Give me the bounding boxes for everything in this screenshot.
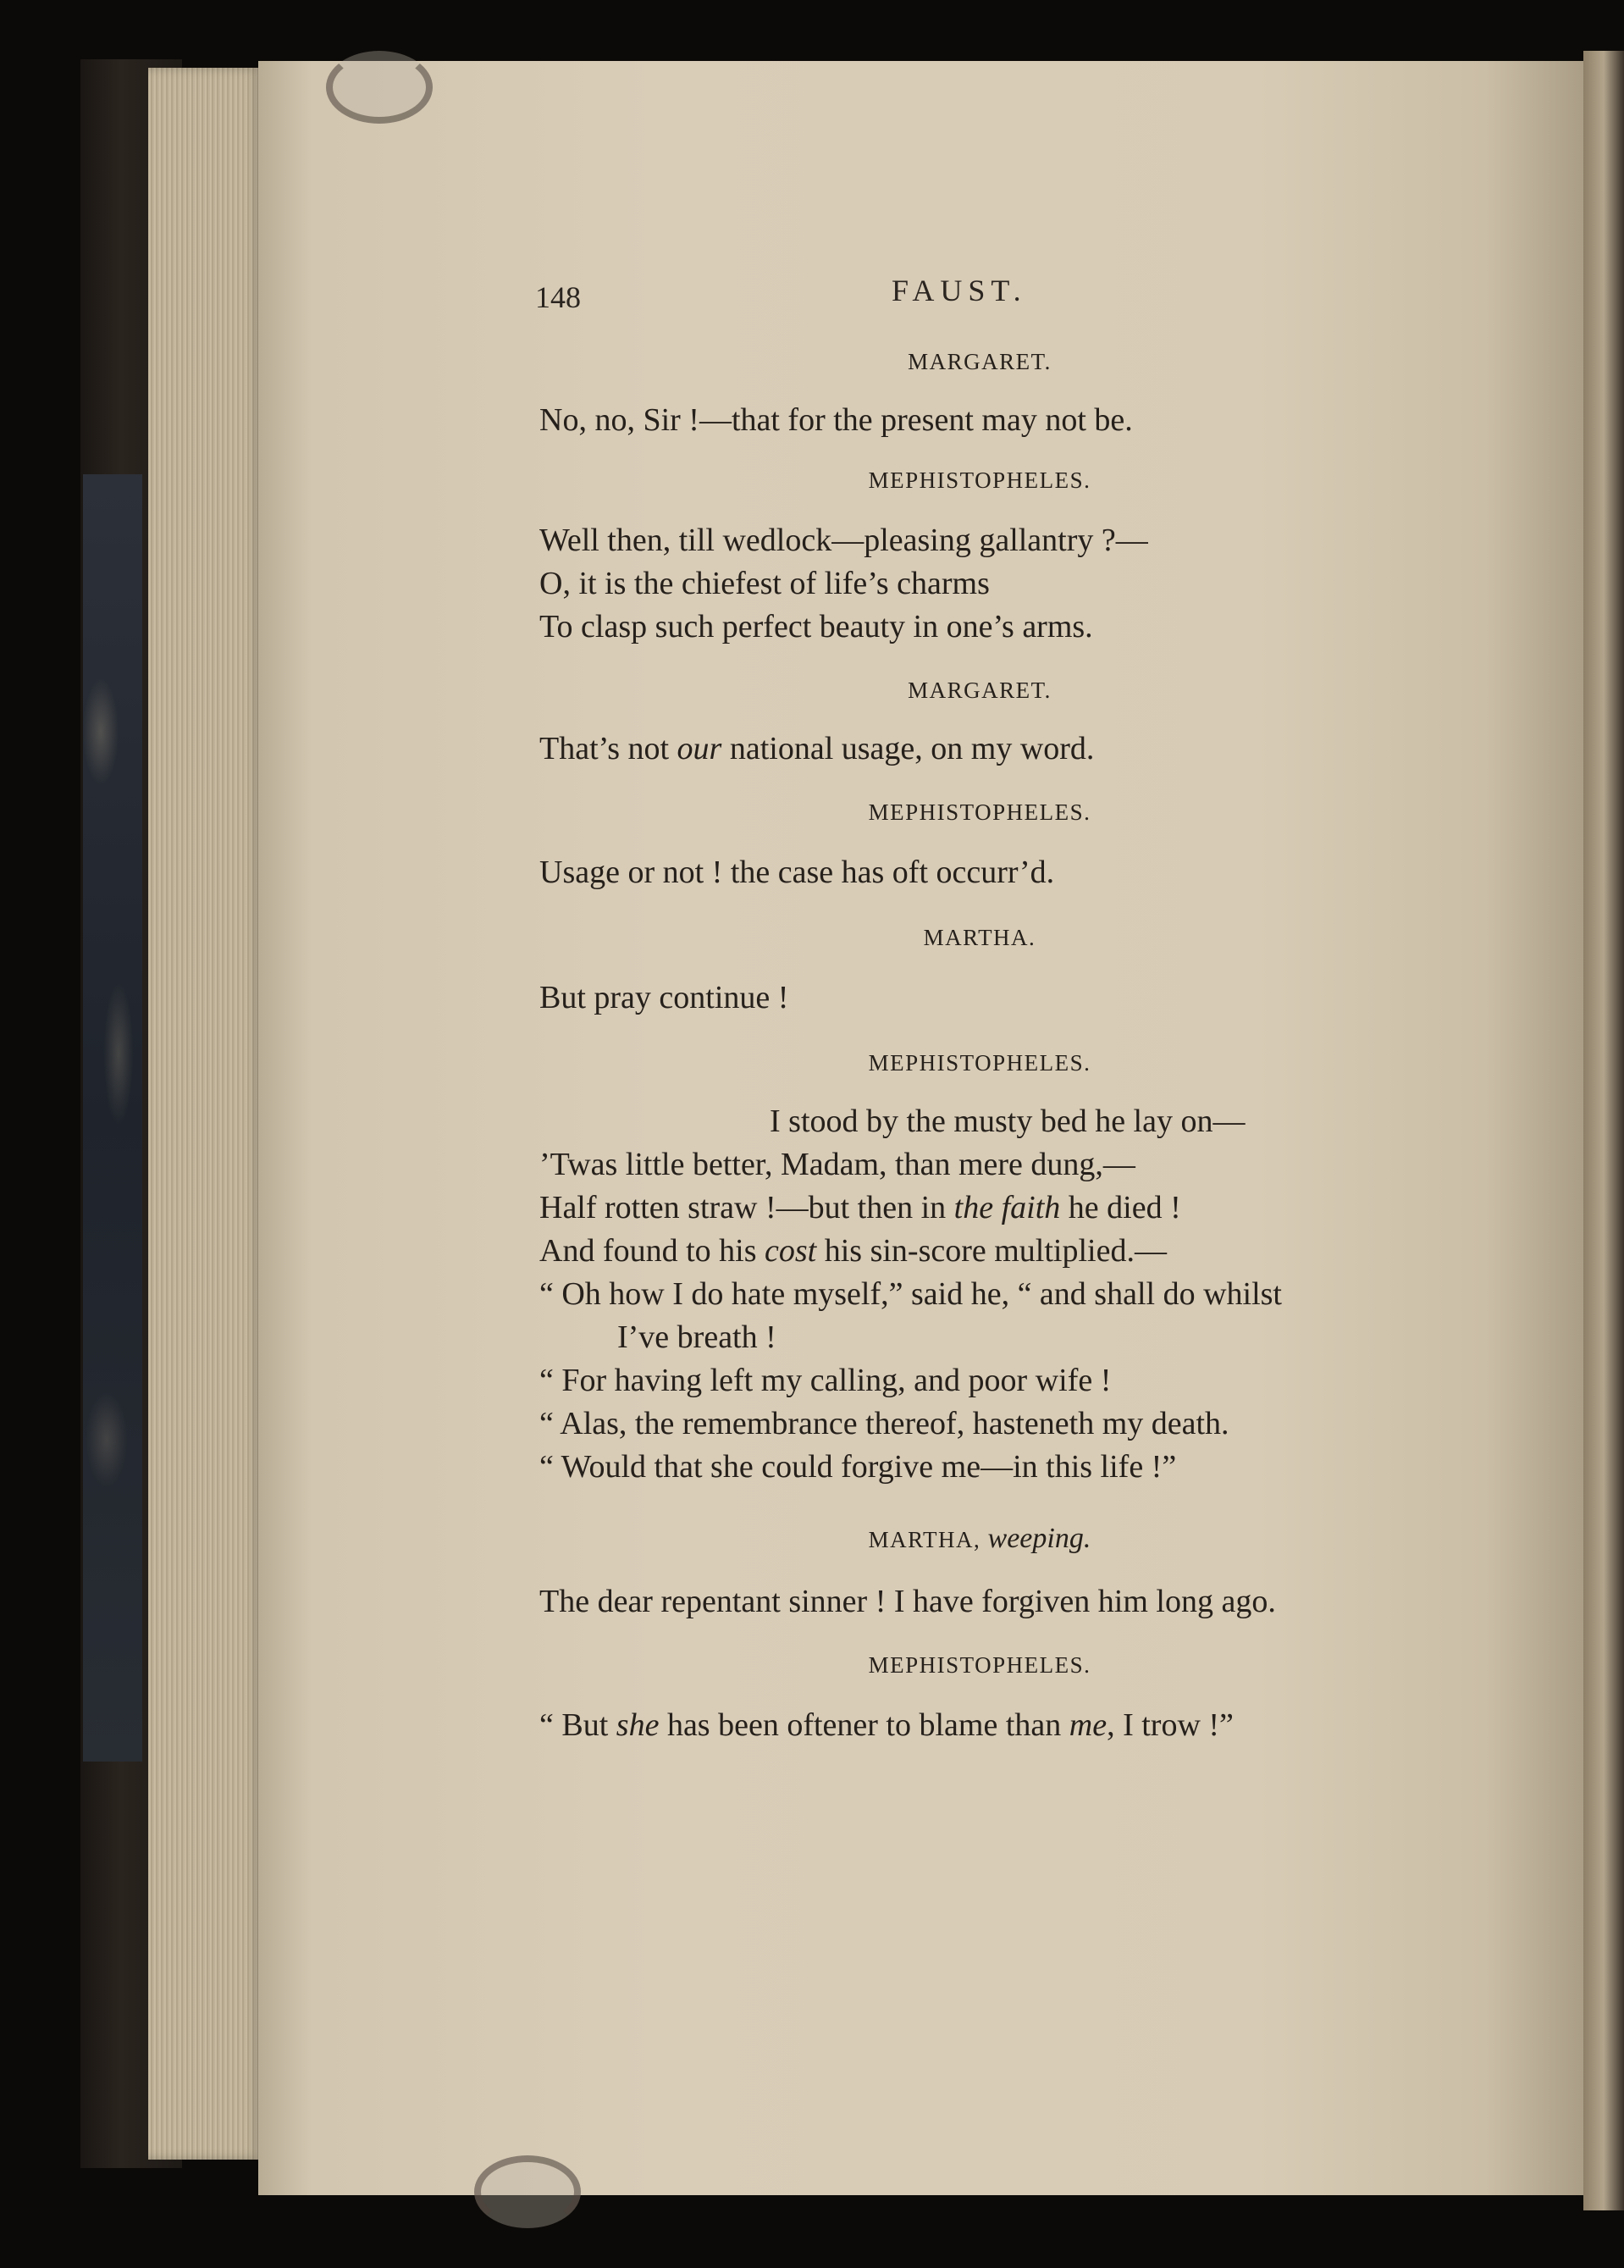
verse-line bbox=[539, 1402, 1471, 1446]
dialogue-block bbox=[539, 349, 1471, 442]
italic-text: me bbox=[1069, 1707, 1108, 1743]
speaker-label: MARGARET. bbox=[908, 678, 1052, 703]
speaker-label: MARGARET. bbox=[908, 349, 1052, 374]
line-text: I’ve breath ! bbox=[617, 1319, 776, 1355]
verse-line bbox=[539, 1704, 1471, 1747]
line-text: I stood by the musty bed he lay on— bbox=[770, 1104, 1246, 1139]
line-text: “ Alas, the remembrance thereof, hasteneth my death. bbox=[539, 1406, 1229, 1441]
line-text: But pray continue ! bbox=[539, 980, 789, 1015]
line-text: That’s not bbox=[539, 731, 677, 766]
speaker-name bbox=[539, 467, 1420, 494]
speaker-label: MEPHISTOPHELES. bbox=[868, 467, 1091, 493]
speaker-label: MEPHISTOPHELES. bbox=[868, 1050, 1091, 1076]
dialogue-block bbox=[539, 1050, 1471, 1489]
speaker-name bbox=[539, 799, 1420, 826]
line-text: ’Twas little better, Madam, than mere dung,— bbox=[539, 1147, 1135, 1182]
verse-line bbox=[539, 1230, 1471, 1273]
page-edges-stack bbox=[148, 68, 262, 2160]
verse-line bbox=[539, 727, 1471, 771]
speaker-label: MARTHA, bbox=[868, 1527, 981, 1552]
italic-text: cost bbox=[765, 1233, 817, 1269]
dialogue-block bbox=[539, 467, 1471, 649]
dialogue-block bbox=[539, 1523, 1471, 1624]
line-text: To clasp such perfect beauty in one’s arms. bbox=[539, 609, 1093, 644]
marbled-endpaper bbox=[83, 474, 142, 1762]
running-title: FAUST. bbox=[892, 274, 1027, 307]
line-text: “ Would that she could forgive me—in this life !” bbox=[539, 1449, 1177, 1485]
line-text: And found to his bbox=[539, 1233, 765, 1269]
page-clip-bottom bbox=[474, 2155, 581, 2228]
page-clip-top bbox=[326, 51, 433, 124]
verse-line bbox=[539, 1100, 1471, 1143]
verse-line bbox=[539, 562, 1471, 606]
verse-line bbox=[539, 1143, 1471, 1187]
speaker-name bbox=[539, 1050, 1420, 1076]
dialogue-block bbox=[539, 799, 1471, 894]
line-text: The dear repentant sinner ! I have forgiven him long ago. bbox=[539, 1584, 1276, 1619]
verse-line bbox=[539, 1446, 1471, 1489]
line-text: “ But bbox=[539, 1707, 616, 1743]
verse-line bbox=[539, 851, 1471, 894]
speaker-label: MEPHISTOPHELES. bbox=[868, 799, 1091, 825]
line-text: national usage, on my word. bbox=[721, 731, 1095, 766]
verse-line bbox=[539, 1580, 1471, 1624]
line-text: O, it is the chiefest of life’s charms bbox=[539, 566, 990, 601]
verse-line bbox=[539, 606, 1471, 649]
line-text: “ For having left my calling, and poor wife ! bbox=[539, 1363, 1112, 1398]
verse-line bbox=[539, 399, 1471, 442]
verse-line bbox=[539, 519, 1471, 562]
stage-direction: weeping. bbox=[987, 1523, 1091, 1554]
line-text: Half rotten straw !—but then in bbox=[539, 1190, 954, 1225]
italic-text: she bbox=[616, 1707, 660, 1743]
dialogue-block bbox=[539, 1652, 1471, 1747]
dialogue-text bbox=[539, 349, 1471, 1747]
italic-text: our bbox=[677, 731, 722, 766]
speaker-name bbox=[539, 1523, 1420, 1555]
line-text: , I trow !” bbox=[1107, 1707, 1234, 1743]
line-text: Usage or not ! the case has oft occurr’d. bbox=[539, 855, 1055, 890]
verse-line bbox=[539, 1187, 1471, 1230]
line-text: he died ! bbox=[1060, 1190, 1181, 1225]
speaker-name bbox=[539, 925, 1420, 951]
italic-text: the faith bbox=[953, 1190, 1061, 1225]
speaker-name bbox=[539, 349, 1420, 375]
verse-line bbox=[539, 1359, 1471, 1402]
verse-line bbox=[539, 976, 1471, 1020]
verse-line bbox=[539, 1273, 1471, 1316]
dialogue-block bbox=[539, 678, 1471, 771]
speaker-name bbox=[539, 678, 1420, 704]
line-text: “ Oh how I do hate myself,” said he, “ and shall do whilst bbox=[539, 1276, 1282, 1312]
line-text: Well then, till wedlock—pleasing gallantry ?— bbox=[539, 523, 1148, 558]
speaker-label: MARTHA. bbox=[923, 925, 1036, 950]
line-text: his sin-score multiplied.— bbox=[816, 1233, 1167, 1269]
dialogue-block bbox=[539, 925, 1471, 1020]
line-text: has been oftener to blame than bbox=[659, 1707, 1069, 1743]
line-text: No, no, Sir !—that for the present may not be. bbox=[539, 402, 1133, 438]
facing-page-edge bbox=[1583, 51, 1624, 2210]
page-number: 148 bbox=[535, 280, 581, 314]
speaker-name bbox=[539, 1652, 1420, 1679]
speaker-label: MEPHISTOPHELES. bbox=[868, 1652, 1091, 1678]
verse-line bbox=[539, 1316, 1471, 1359]
